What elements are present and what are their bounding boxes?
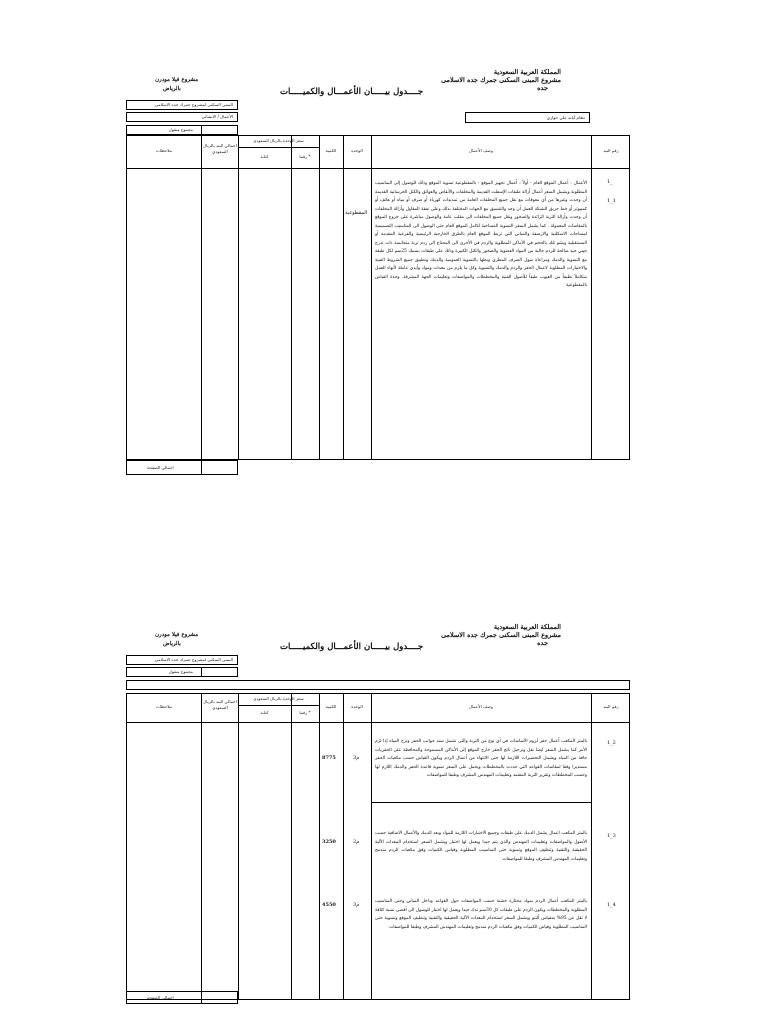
boq-page-1 xyxy=(0,0,768,470)
col-unit-price: سعر الوحدة بالريال السعودى xyxy=(253,696,304,701)
field-subtotal: مجموع منقول xyxy=(126,125,238,135)
col-quantity: الكمية xyxy=(325,148,337,153)
item-description: الأعمال : أعمال الموقع العام - أولاً : أعمال تجهيز الموقع - بالمقطوعية تسوية الموقع وذلك للوصول إلى المناسيب المطلوبة ويشمل السعر أعمال أزالة طبقات الإسفلت القديمة والمخلفات والأنقاض والعوائق والكتل الخرسانية القديمة أن وجدت وغيرها من أي معوقات مع نقل جميع المخلفات العامة من تمديدات كهرباء أو صرف أو مياه أو هاتف أو كمبيوتر أو خط حريق الشبكة للعمل أن وجد والتنسيق مع الجهات المختلفة بذلك وعلى نفقة المقاول وأزالة المخلفات أن وجدت وأزالة التربة الزائدة والصخور ونقل جميع المخلفات الى مقلب عامة والوصول مباشرة على خروج الموقع بالمقاسات المعمولة . كما يشمل السعر التسوية المساحية لكامل الموقع العام حتى الوصول الى المناسيب التصميمية لمساحات الاسكلتية والارصفة والمباني التي تربط الموقع العام بالطرق الخارجية الرئيسية والفرعية المقدمة أو المستقبلية وبشو تلك بالحجم في الأماكن المطلوبة والردم في الأخرى الى المحتاج الى ردم تربة متجانسة ذات تدرج جيبي جيد صالحة للردم خالية من المواد العضوية والصخور والكتل الكبيرة وذلك على طبقات بسمك 25سم لكل طبقة مع التسوية والدمك ومراعاة ميول الصرف المطري وبطها بالتسوية العمومية والدمك وتطبيق جميع الشروط الفنية والاختبارات المطلوبة لاعمال الحفر والردم والدمك والتسوية وكل ما يلزم من معدات ومواد وأيدي عاملة لأنهاء العمل متكاملاً نظيفاً من العيوب طبقاً للأصول الفنية والمخططات والمواصفات وتعليمات الجهة المشرفة. وحدة القياس بالمقطوعية xyxy=(375,181,588,288)
item-description: بالمتر المكعب أعمال حفر لزوم الأساسات في أي نوع من التربة والتى تشمل سند جوانب الحفر ونزح المياه إذا لزم الأمر كما يشمل السعر ايضا نقل وترحيل ناتج الحفر خارج الموقع إلى الأماكن المسموحة والمحافظة على الحفريات جافة من المياه ويشمل التحضيرات اللازمة لها حتى الانتهاء من أعمال الردم ويكون القياس حسب مكعبات الحفر مستديرا وفقا لمقاسات القواعد التي حددت بالمخططات ويحمل على السعر تسوية قاعدة الحفر والدمك اللازم لها وحسب المخططات وتقرير التربة المعتمد وتعليمات المهندس المشرف وطبقا للمواصفات xyxy=(375,739,587,778)
header-city: جده xyxy=(537,639,548,647)
header-villa-city: بالرياض xyxy=(163,86,181,92)
item-unit: المقطوعية xyxy=(345,210,368,216)
header-villa-city: بالرياض xyxy=(163,641,181,647)
page-title: جــــدول بيـــــان الأعمـــال والكميـــــات xyxy=(280,87,424,97)
header-villa-project: مشروع فيلا مودرن xyxy=(155,77,199,83)
col-unit: الوحدة xyxy=(351,148,363,153)
col-notes: ملاحظات xyxy=(156,148,172,153)
header-kingdom: المملكة العربية السعودية xyxy=(493,68,561,76)
col-numbers: * رقما xyxy=(299,154,311,159)
item-no: 1_4 xyxy=(607,902,616,908)
item-unit: 2م xyxy=(353,839,360,845)
page-total-box: اجمالي الصفحة xyxy=(126,460,238,475)
item-no: 1_2 xyxy=(607,740,616,746)
item-no: 1_3 xyxy=(607,833,616,839)
col-quantity: الكمية xyxy=(325,704,337,709)
item-qty: 3250 xyxy=(322,839,336,845)
item-unit: 3م xyxy=(353,755,360,761)
header-city: جده xyxy=(537,84,548,92)
col-description: وصف الأعمال xyxy=(468,704,494,709)
item-description: بالمتر المكعب أعمال الردم بمواد مختارة خشنة حسب المواصفات حول القواعد وداخل المباني وحتى المناسيب المطلوبة والمخططات ويكون الردم على طبقات كل 30سم تدك جيدا ويعمل لها اختبار للوصول الى أقصى نسبة كثافة لا تقل عن 95% بمقياس ألبتو ويشمل السعر استخدام المعدات الآلية الحقيقية والتقنية وتنظيف الموقع وتسوية حتى المناسيب المطلوبة وقياس الكميات وفق مكعبات الردم مندمج وتعليمات المهندس المشرف وطبقا للمواصفات xyxy=(375,899,587,930)
page-total-box: اجمالي الصفحة xyxy=(126,991,238,1004)
item-qty: 4550 xyxy=(322,902,336,908)
item-qty: 8775 xyxy=(322,755,336,761)
header-villa-project: مشروع فيلا مودرن xyxy=(155,632,199,638)
item-no: 1_1 xyxy=(607,198,616,204)
header-kingdom: المملكة العربية السعودية xyxy=(493,623,561,631)
col-total: اجمالي البند بالريال السعودي xyxy=(203,143,237,154)
boq-table-2 xyxy=(126,693,630,1000)
col-unit: الوحدة xyxy=(351,704,363,709)
col-numbers: * رقما xyxy=(299,710,311,715)
field-subtotal: مجموع منقول xyxy=(126,667,238,677)
col-description: وصف الأعمال xyxy=(468,148,494,153)
col-unit-price: سعر الوحدة بالريال السعودى xyxy=(253,138,304,143)
col-item-no: رقم البند xyxy=(603,704,619,709)
page-title: جــــدول بيـــــان الأعمـــال والكميـــــات xyxy=(280,642,424,652)
col-writing: كتابة xyxy=(260,154,269,159)
field-works: الأعمال / الانشائى xyxy=(126,112,238,122)
col-writing: كتابة xyxy=(260,710,269,715)
field-project: المبنى السكنى لمشروع جمرك جده الاسلامى xyxy=(126,655,238,665)
field-name: نظام آيانه علي حوازي xyxy=(465,112,590,123)
item-unit: 3م xyxy=(353,902,360,908)
boq-page-2 xyxy=(0,555,768,1024)
boq-table-1 xyxy=(126,135,630,460)
item-description: بالمتر المكعب اعمال يشمل الدمك على طبقات وجميع الاختبارات اللازمة للمواد وبعد الدمك والأعمال الاضافية حسب الأصول والمواصفات وتعليمات المهندس والذي يتم جيدا ويعمل لها اختبار ويشمل السعر استخدام المعدات الآلية الحقيقية والتقنية وتنظيف الموقع وتسوية حتى المناسيب المطلوبة وقياس الكميات وفق مكعبات الردم مندمج وتعليمات المهندس المشرف وطبقا للمواصفات xyxy=(375,831,587,862)
col-total: اجمالي البند بالريال السعودي xyxy=(203,699,237,710)
blank-row xyxy=(126,680,630,690)
item-no: 1_ xyxy=(607,179,613,185)
field-project: المبنى السكنى لمشروع جمرك جده الاسلامى xyxy=(126,100,238,110)
col-notes: ملاحظات xyxy=(156,704,172,709)
header-project: مشروع المبنى السكنى جمرك جده الاسلامى xyxy=(441,631,561,639)
col-item-no: رقم البند xyxy=(603,148,619,153)
header-project: مشروع المبنى السكنى جمرك جده الاسلامى xyxy=(441,76,561,84)
